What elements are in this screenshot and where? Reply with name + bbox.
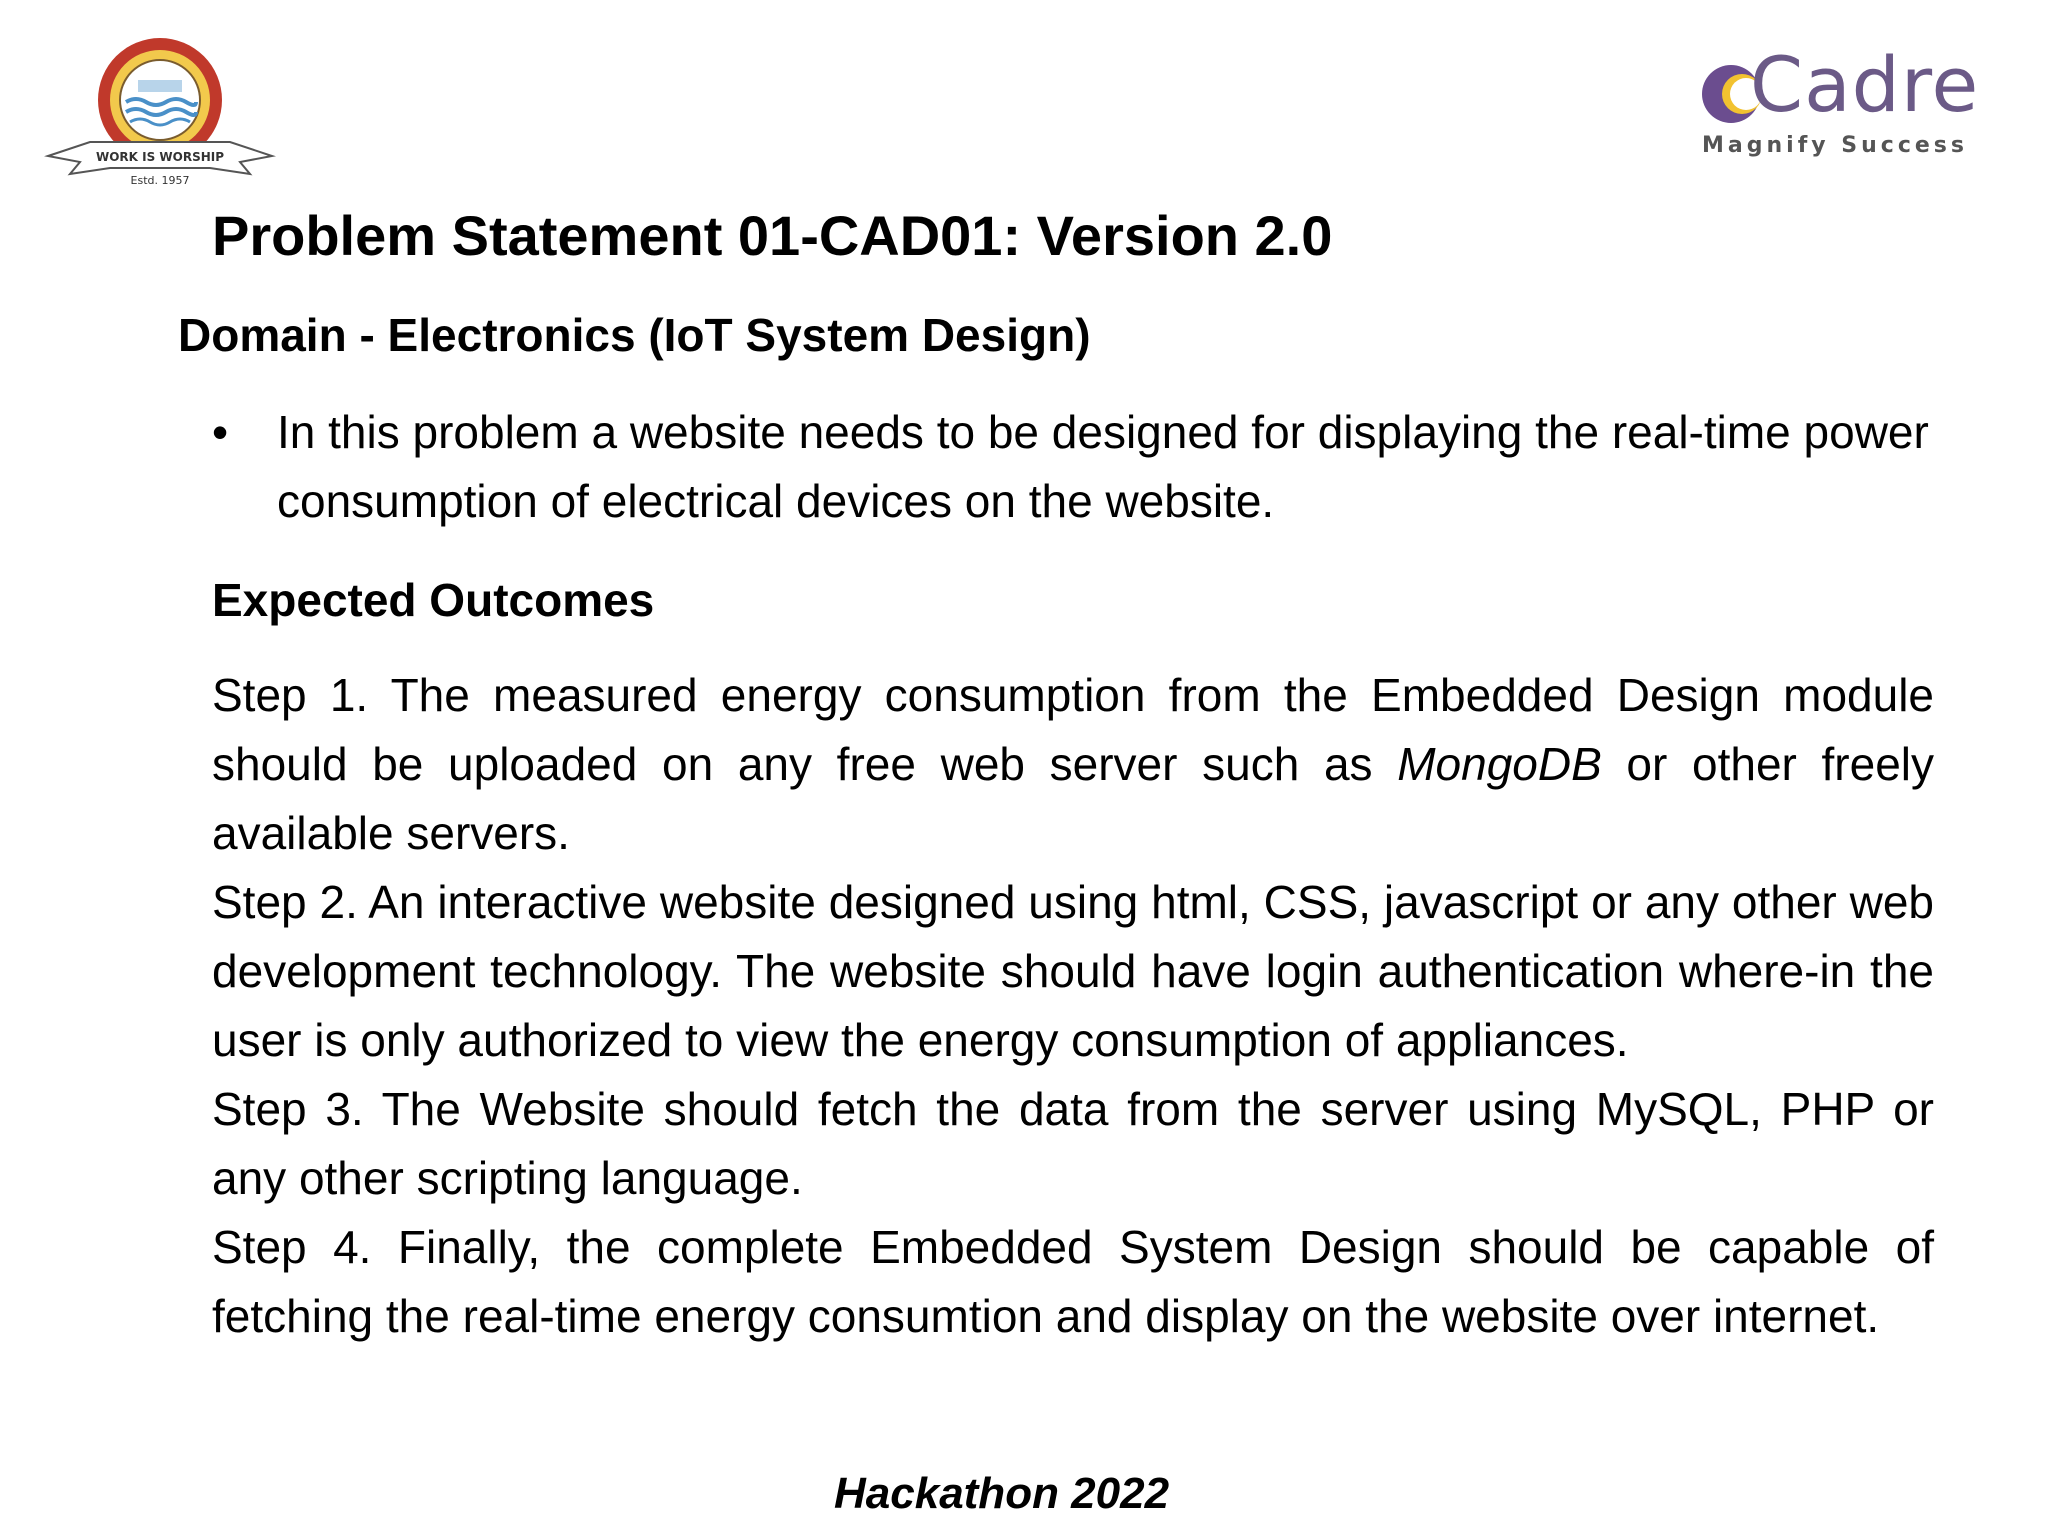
seal-estd-text: Estd. 1957 — [130, 174, 190, 187]
step-1-text-after: or other freely available servers. — [212, 738, 1934, 859]
step-2: Step 2. An interactive website designed using html, CSS, javascript or any other web development technology. The website should have login authentication where-in the user is only authorized to view the energy consumption of appliances. — [212, 876, 1934, 1066]
steps-list — [212, 661, 1934, 1351]
seal-ribbon-text: WORK IS WORSHIP — [95, 150, 225, 164]
institute-seal-icon — [40, 30, 280, 190]
slide-title: Problem Statement 01-CAD01: Version 2.0 — [212, 204, 1333, 267]
cadre-tagline: Magnify Success — [1702, 133, 1968, 158]
step-3: Step 3. The Website should fetch the data from the server using MySQL, PHP or any other scripting language. — [212, 1083, 1934, 1204]
step-1 — [212, 661, 1934, 868]
step-1-emphasis: MongoDB — [1397, 738, 1602, 790]
step-4: Step 4. Finally, the complete Embedded System Design should be capable of fetching the real-time energy consumtion and display on the website over internet. — [212, 1221, 1934, 1342]
cadre-logo — [1700, 40, 1980, 165]
problem-description-text: In this problem a website needs to be designed for displaying the real-time power consumption of electrical devices on the website. — [277, 406, 1929, 527]
footer-label: Hackathon 2022 — [834, 1469, 1170, 1518]
step-1-text-before: Step 1. The measured energy consumption from the Embedded Design module should be uploaded on any free web server such as — [212, 669, 1934, 790]
expected-outcomes-heading: Expected Outcomes — [212, 574, 655, 626]
institute-seal-logo — [40, 30, 280, 190]
bullet-marker: • — [212, 406, 229, 458]
cadre-wordmark: Cadre — [1750, 40, 1980, 129]
domain-heading: Domain - Electronics (IoT System Design) — [178, 309, 1091, 361]
